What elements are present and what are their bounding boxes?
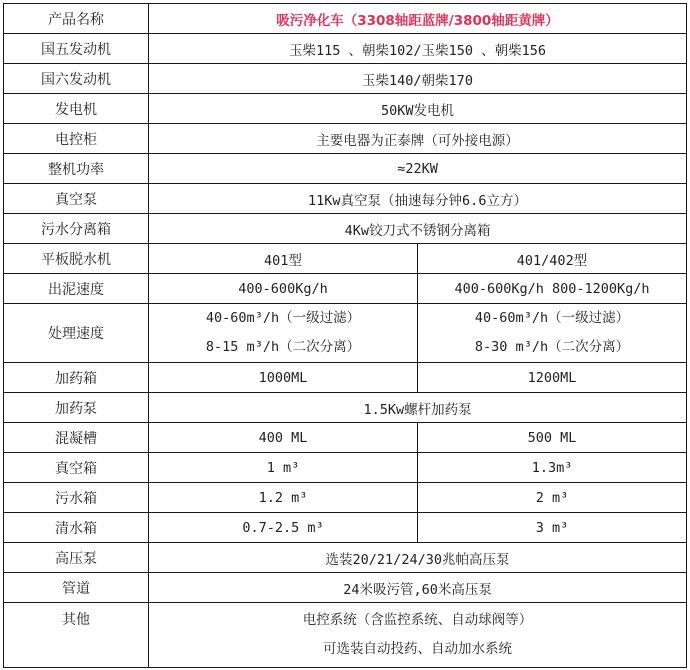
row-label: 真空箱 [4,453,149,483]
row-label: 平板脱水机 [4,244,149,274]
table-row [4,603,687,668]
table-row [4,513,687,543]
value-line: 8-15 m³/h（二次分离） [205,339,361,355]
spec-table [3,3,687,668]
row-label: 污水箱 [4,483,149,513]
row-label: 其他 [4,603,149,668]
row-value-right: 400-600Kg/h 800-1200Kg/h [418,274,687,304]
row-label: 电控柜 [4,124,149,154]
table-row [4,483,687,513]
table-row [4,4,687,34]
table-row [4,304,687,363]
table-row [4,393,687,423]
row-value-right: 2 m³ [418,483,687,513]
row-label: 清水箱 [4,513,149,543]
row-value: 玉柴140/朝柴170 [149,64,687,94]
table-row [4,94,687,124]
value-line: 8-30 m³/h（二次分离） [474,339,630,355]
table-row [4,423,687,453]
row-value: 11Kw真空泵（抽速每分钟6.6立方） [149,184,687,214]
row-value: 4Kw铰刀式不锈钢分离箱 [149,214,687,244]
row-label: 高压泵 [4,543,149,573]
row-value-left [149,304,418,363]
row-value-left: 0.7-2.5 m³ [149,513,418,543]
table-row [4,64,687,94]
row-label: 加药箱 [4,363,149,393]
row-value: ≈22KW [149,154,687,184]
row-value-left: 400-600Kg/h [149,274,418,304]
table-row [4,154,687,184]
value-line: 40-60m³/h（一级过滤） [205,310,361,326]
row-value-left: 401型 [149,244,418,274]
row-label: 管道 [4,573,149,603]
product-title: 吸污净化车（3308轴距蓝牌/3800轴距黄牌） [149,4,687,34]
value-line: 40-60m³/h（一级过滤） [474,310,630,326]
row-label: 污水分离箱 [4,214,149,244]
row-value-right: 401/402型 [418,244,687,274]
table-row [4,124,687,154]
row-value: 1.5Kw螺杆加药泵 [149,393,687,423]
value-line: 可选装自动投药、自动加水系统 [323,641,512,657]
row-value: 选装20/21/24/30兆帕高压泵 [149,543,687,573]
row-label: 出泥速度 [4,274,149,304]
row-value-right [418,304,687,363]
row-label: 处理速度 [4,304,149,363]
row-label: 真空泵 [4,184,149,214]
row-label: 产品名称 [4,4,149,34]
row-value-right: 500 ML [418,423,687,453]
row-value [149,603,687,668]
row-value: 玉柴115 、朝柴102/玉柴150 、朝柴156 [149,34,687,64]
row-label: 国六发动机 [4,64,149,94]
row-value: 24米吸污管,60米高压泵 [149,573,687,603]
row-value-left: 1 m³ [149,453,418,483]
row-value: 50KW发电机 [149,94,687,124]
row-label: 加药泵 [4,393,149,423]
table-row [4,363,687,393]
row-value-right: 1.3m³ [418,453,687,483]
table-row [4,184,687,214]
row-label: 国五发动机 [4,34,149,64]
row-label: 整机功率 [4,154,149,184]
table-row [4,453,687,483]
row-value-left: 400 ML [149,423,418,453]
row-label: 混凝槽 [4,423,149,453]
table-row [4,214,687,244]
table-row [4,274,687,304]
row-value-left: 1000ML [149,363,418,393]
row-label: 发电机 [4,94,149,124]
value-line: 电控系统（含监控系统、自动球阀等） [302,612,533,628]
row-value-right: 3 m³ [418,513,687,543]
table-row [4,573,687,603]
table-row [4,34,687,64]
row-value-right: 1200ML [418,363,687,393]
table-row [4,244,687,274]
table-row [4,543,687,573]
row-value-left: 1.2 m³ [149,483,418,513]
row-value: 主要电器为正泰牌（可外接电源） [149,124,687,154]
